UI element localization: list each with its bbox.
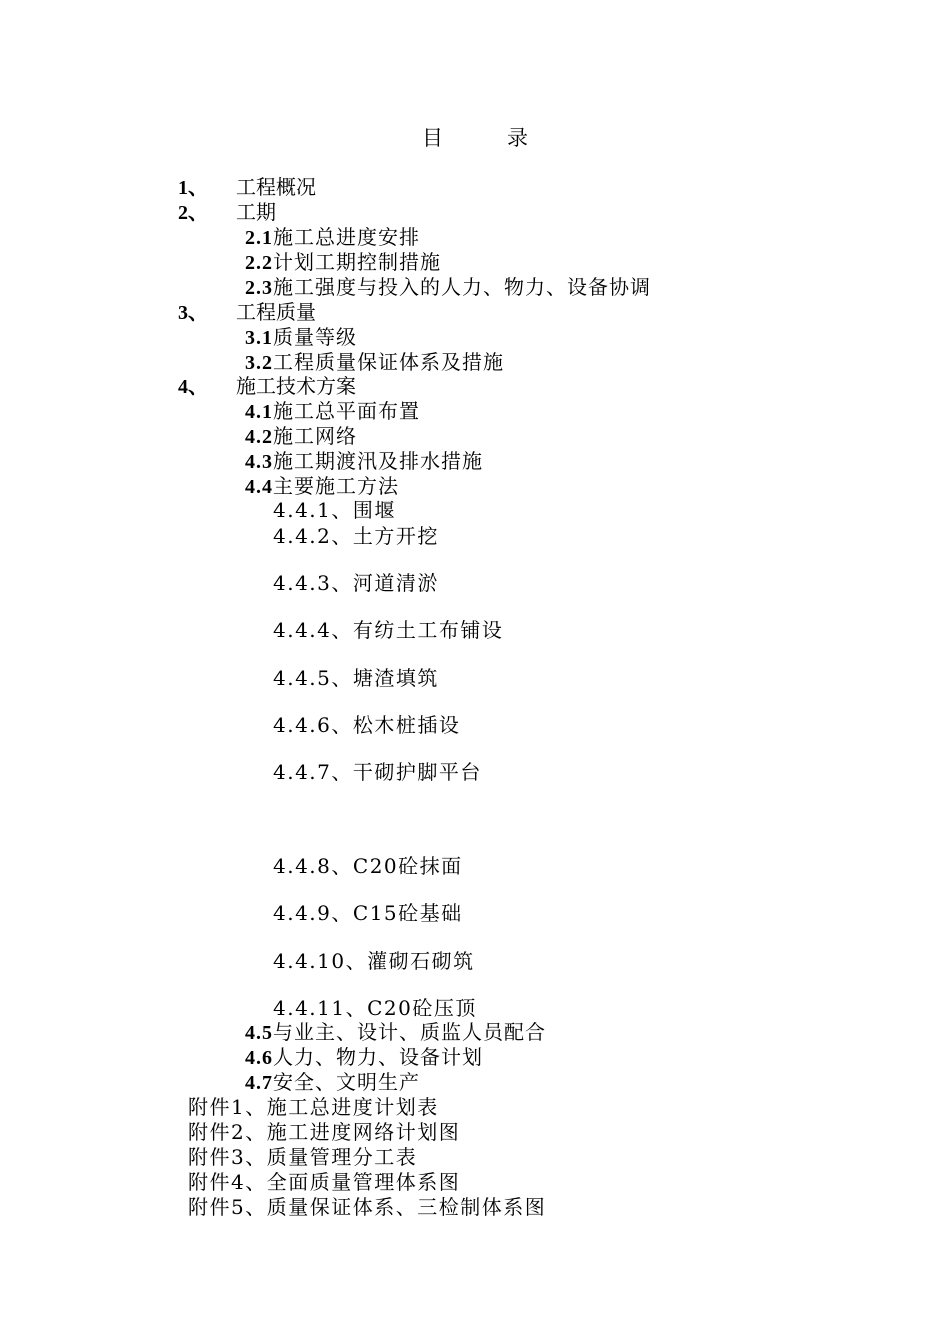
toc-number: 2、 [178, 202, 208, 224]
title-char-1: 目 [422, 126, 443, 150]
toc-number: 4.6 [245, 1047, 273, 1069]
toc-number: 3.2 [245, 352, 273, 374]
toc-entry-4-4-2[interactable]: 4.4.2、土方开挖 [273, 524, 439, 548]
toc-attachment-1[interactable]: 附件1、施工总进度计划表 [188, 1095, 439, 1119]
toc-entry-4-6[interactable] [245, 1044, 483, 1071]
toc-entry-4-4-1[interactable]: 4.4.1、围堰 [273, 498, 396, 522]
toc-attachment-5[interactable]: 附件5、质量保证体系、三检制体系图 [188, 1195, 547, 1219]
toc-entry-4-4-3[interactable]: 4.4.3、河道清淤 [273, 571, 439, 595]
toc-number: 2.2 [245, 252, 273, 274]
toc-number: 4.5 [245, 1022, 273, 1044]
toc-entry-1[interactable] [178, 174, 316, 201]
toc-text: 工程质量保证体系及措施 [273, 350, 504, 374]
toc-text: 主要施工方法 [273, 474, 399, 498]
toc-number: 4.1 [245, 401, 273, 423]
toc-text: 施工技术方案 [236, 374, 356, 398]
toc-entry-4-4-6[interactable]: 4.4.6、松木桩插设 [273, 713, 461, 737]
toc-entry-2-1[interactable] [245, 224, 420, 251]
toc-text: 人力、物力、设备计划 [273, 1045, 483, 1069]
toc-entry-2-2[interactable] [245, 249, 441, 276]
toc-text: 与业主、设计、质监人员配合 [273, 1020, 546, 1044]
toc-number: 3、 [178, 302, 208, 324]
toc-number: 4.2 [245, 426, 273, 448]
toc-number: 4.7 [245, 1072, 273, 1094]
toc-entry-3-1[interactable] [245, 324, 357, 351]
toc-entry-3[interactable] [178, 299, 316, 326]
toc-entry-4-4-9[interactable]: 4.4.9、C15砼基础 [273, 901, 463, 925]
toc-number: 2.1 [245, 227, 273, 249]
toc-entry-4-4[interactable] [245, 473, 399, 500]
toc-text: 施工期渡汛及排水措施 [273, 449, 483, 473]
toc-entry-4-4-10[interactable]: 4.4.10、灌砌石砌筑 [273, 949, 475, 973]
toc-text: 施工强度与投入的人力、物力、设备协调 [273, 275, 651, 299]
toc-number: 2.3 [245, 277, 273, 299]
toc-entry-4-4-11[interactable]: 4.4.11、C20砼压顶 [273, 996, 477, 1020]
toc-text: 施工总进度安排 [273, 225, 420, 249]
toc-entry-4-1[interactable] [245, 398, 420, 425]
toc-entry-4-5[interactable] [245, 1019, 546, 1046]
toc-attachment-4[interactable]: 附件4、全面质量管理体系图 [188, 1170, 461, 1194]
toc-text: 计划工期控制措施 [273, 250, 441, 274]
toc-entry-4-2[interactable] [245, 423, 357, 450]
toc-number: 4.3 [245, 451, 273, 473]
toc-number: 4.4 [245, 476, 273, 498]
toc-entry-4-4-4[interactable]: 4.4.4、有纺土工布铺设 [273, 618, 504, 642]
toc-text: 施工总平面布置 [273, 399, 420, 423]
toc-attachment-2[interactable]: 附件2、施工进度网络计划图 [188, 1120, 461, 1144]
toc-attachment-3[interactable]: 附件3、质量管理分工表 [188, 1145, 418, 1169]
toc-entry-4-3[interactable] [245, 448, 483, 475]
toc-entry-4[interactable] [178, 373, 356, 400]
toc-number: 3.1 [245, 327, 273, 349]
toc-entry-2-3[interactable] [245, 274, 651, 301]
toc-text: 施工网络 [273, 424, 357, 448]
toc-text: 工期 [236, 200, 276, 224]
toc-entry-4-4-8[interactable]: 4.4.8、C20砼抹面 [273, 854, 463, 878]
toc-entry-4-4-5[interactable]: 4.4.5、塘渣填筑 [273, 666, 439, 690]
toc-text: 质量等级 [273, 325, 357, 349]
toc-number: 4、 [178, 376, 208, 398]
page-title [0, 122, 950, 152]
toc-number: 1、 [178, 177, 208, 199]
toc-text: 工程概况 [236, 175, 316, 199]
toc-text: 工程质量 [236, 300, 316, 324]
title-char-2: 录 [507, 126, 528, 150]
toc-entry-4-7[interactable] [245, 1069, 420, 1096]
toc-entry-2[interactable] [178, 199, 276, 226]
toc-entry-3-2[interactable] [245, 349, 504, 376]
toc-entry-4-4-7[interactable]: 4.4.7、干砌护脚平台 [273, 760, 482, 784]
toc-text: 安全、文明生产 [273, 1070, 420, 1094]
